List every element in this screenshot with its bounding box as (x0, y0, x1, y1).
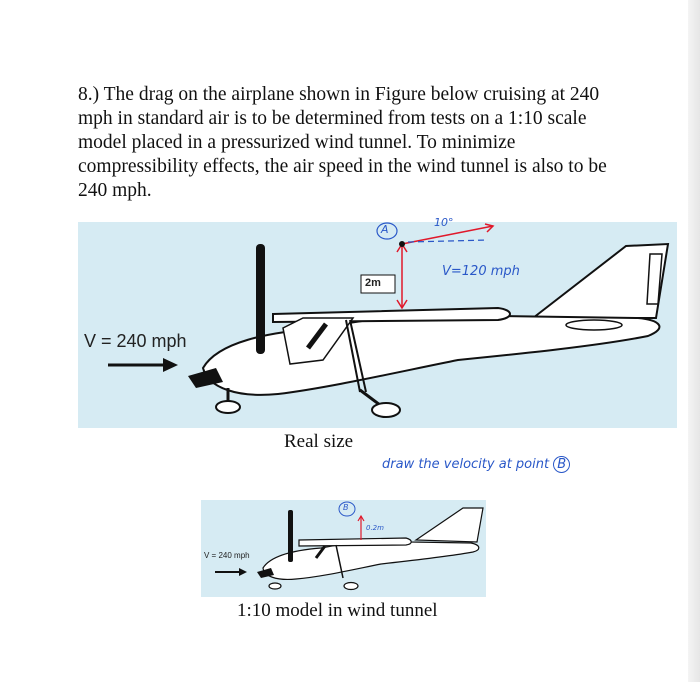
propeller (256, 244, 265, 354)
model-nose-wheel (269, 583, 281, 589)
model-airplane-drawing (201, 500, 486, 597)
model-wing (299, 538, 411, 546)
nose-wheel (216, 401, 240, 413)
angle-label: 10° (434, 216, 454, 229)
velocity-note: V=120 mph (442, 264, 520, 279)
point-a-marker (399, 241, 405, 247)
flow-arrow-head (163, 358, 178, 372)
instruction-point-ref: B (553, 456, 570, 473)
model-propeller (288, 510, 293, 562)
problem-statement: 8.) The drag on the airplane shown in Figure below cruising at 240 mph in standard air is to be determined from tests on a 1:10 scale model placed in a pressurized wind tunnel. To minimize compressibility effects, the air speed in the wind tunnel is also to be 240 mph. (78, 84, 607, 201)
horizontal-stabilizer (566, 320, 622, 330)
real-airplane-drawing (78, 222, 677, 428)
real-size-figure (78, 216, 677, 428)
model-speed-label: V = 240 mph (204, 551, 250, 560)
model-caption: 1:10 model in wind tunnel (237, 600, 438, 621)
real-size-caption: Real size (284, 431, 354, 452)
model-distance-label: 0.2m (366, 524, 384, 532)
model-flow-arrow-head (239, 568, 247, 576)
model-figure (201, 500, 486, 597)
real-distance-label: 2m (365, 277, 381, 289)
model-main-wheel (344, 583, 358, 590)
point-b-label: B (343, 503, 349, 512)
instruction-text: draw the velocity at point (382, 457, 550, 472)
real-speed-label: V = 240 mph (84, 331, 187, 351)
velocity-instruction (382, 457, 570, 472)
point-a-label: A (381, 223, 389, 236)
model-fuselage (263, 541, 479, 579)
page-edge-shadow (688, 0, 700, 682)
model-tail-fin (416, 508, 483, 542)
main-wheel (372, 403, 400, 417)
